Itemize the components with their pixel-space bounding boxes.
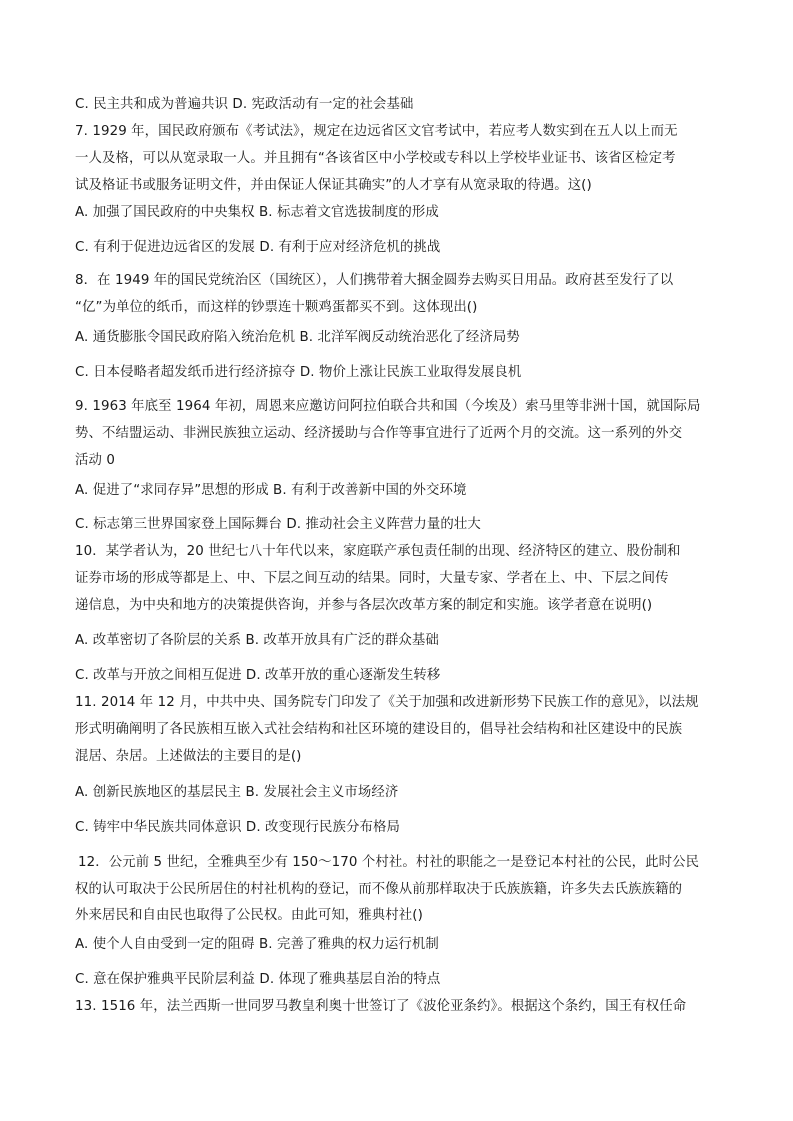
text-line-option: A. 改革密切了各阶层的关系 B. 改革开放具有广泛的群众基础 (75, 633, 439, 648)
text-line-option: A. 创新民族地区的基层民主 B. 发展社会主义市场经济 (75, 785, 399, 800)
text-line: 试及格证书或服务证明文件，并由保证人保证其确实”的人才享有从宽录取的待遇。这() (75, 178, 592, 193)
text-line-option: A. 通货膨胀令国民政府陷入统治危机 B. 北洋军阀反动统治恶化了经济局势 (75, 330, 520, 345)
text-line: 势、不结盟运动、非洲民族独立运动、经济援助与合作等事宜进行了近两个月的交流。这一系列的外交 (75, 426, 683, 441)
text-line-option: C. 铸牢中华民族共同体意识 D. 改变现行民族分布格局 (75, 820, 400, 835)
text-line: 权的认可取决于公民所居住的村社机构的登记，而不像从前那样取决于氏族族籍，许多失去氏族族籍的 (75, 882, 683, 897)
text-line: 形式明确阐明了各民族相互嵌入式社会结构和社区环境的建设目的，倡导社会结构和社区建设中的民族 (75, 722, 683, 737)
text-line: 一人及格，可以从宽录取一人。并且拥有“各该省区中小学校或专科以上学校毕业证书、该省区检定考 (75, 151, 676, 166)
text-line: 混居、杂居。上述做法的主要目的是() (75, 749, 302, 764)
text-line-question-7: 7. 1929 年，国民政府颁布《考试法》，规定在边远省区文官考试中，若应考人数实到在五人以上而无 (75, 124, 678, 139)
text-line: “亿”为单位的纸币，而这样的钞票连十颗鸡蛋都买不到。这体现出() (75, 300, 478, 315)
text-line-option: A. 使个人自由受到一定的阻碍 B. 完善了雅典的权力运行机制 (75, 937, 439, 952)
text-line-option: C. 标志第三世界国家登上国际舞台 D. 推动社会主义阵营力量的壮大 (75, 517, 481, 532)
text-line: 活动 0 (75, 453, 115, 468)
text-line-question-8: 8．在 1949 年的国民党统治区（国统区），人们携带着大捆金圆券去购买日用品。政府甚至发行了以 (75, 273, 674, 288)
text-line-option: C. 改革与开放之间相互促进 D. 改革开放的重心逐渐发生转移 (75, 668, 441, 683)
text-line: 证券市场的形成等都是上、中、下层之间互动的结果。同时，大量专家、学者在上、中、下层之间传 (75, 571, 669, 586)
text-line-option: C. 有利于促进边远省区的发展 D. 有利于应对经济危机的挑战 (75, 240, 441, 255)
text-line-question-9: 9. 1963 年底至 1964 年初，周恩来应邀访问阿拉伯联合共和国（今埃及）索马里等非洲十国，就国际局 (75, 399, 701, 414)
text-line-question-12: 12．公元前 5 世纪，全雅典至少有 150～170 个村社。村社的职能之一是登记本村社的公民，此时公民 (78, 855, 700, 870)
text-line-question-13: 13. 1516 年，法兰西斯一世同罗马教皇利奥十世签订了《波伦亚条约》。根据这个条约，国王有权任命 (75, 999, 687, 1014)
text-line-option: C. 民主共和成为普遍共识 D. 宪政活动有一定的社会基础 (75, 97, 414, 112)
text-line: 递信息，为中央和地方的决策提供咨询，并参与各层次改革方案的制定和实施。该学者意在说明() (75, 598, 653, 613)
text-line: 外来居民和自由民也取得了公民权。由此可知，雅典村社() (75, 908, 423, 923)
text-line-question-10: 10．某学者认为，20 世纪七八十年代以来，家庭联产承包责任制的出现、经济特区的建立、股份制和 (75, 544, 681, 559)
text-line-question-11: 11. 2014 年 12 月，中共中央、国务院专门印发了《关于加强和改进新形势下民族工作的意见》，以法规 (75, 695, 699, 710)
text-line-option: A. 促进了“求同存异”思想的形成 B. 有利于改善新中国的外交环境 (75, 483, 467, 498)
text-line-option: A. 加强了国民政府的中央集权 B. 标志着文官选拔制度的形成 (75, 205, 439, 220)
text-line-option: C. 日本侵略者超发纸币进行经济掠夺 D. 物价上涨让民族工业取得发展良机 (75, 365, 522, 380)
text-line-option: C. 意在保护雅典平民阶层利益 D. 体现了雅典基层自治的特点 (75, 972, 441, 987)
